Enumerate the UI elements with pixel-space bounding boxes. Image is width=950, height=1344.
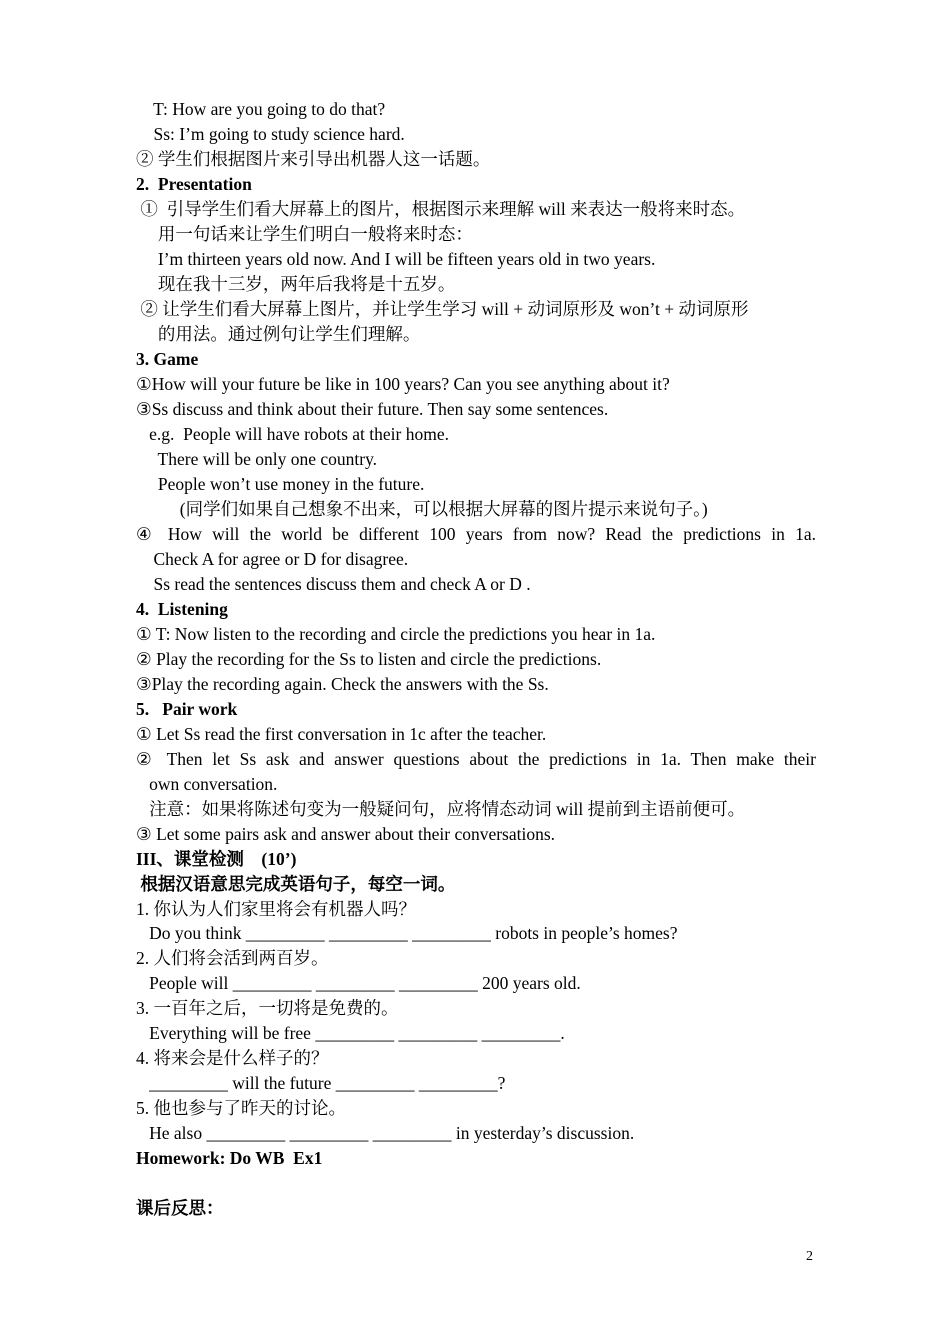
reflection-heading: 课后反思： (136, 1198, 224, 1218)
quiz-item-prompt: 4. 将来会是什么样子的？ (136, 1048, 329, 1068)
quiz-item-blank-sentence: Do you think _________ _________ _________ robots in people’s homes? (136, 923, 678, 943)
quiz-item-prompt: 3. 一百年之后，一切将是免费的。 (136, 998, 399, 1018)
step-text: ① 引导学生们看大屏幕上的图片，根据图示来理解 will 来表达一般将来时态。 (136, 199, 746, 219)
example-sentence: e.g. People will have robots at their home. (136, 424, 449, 444)
step-text: ② 学生们根据图片来引导出机器人这一话题。 (136, 149, 491, 169)
step-text: ①How will your future be like in 100 years? Can you see anything about it? (136, 374, 670, 394)
page-number: 2 (806, 1249, 813, 1264)
section-heading-presentation: 2. Presentation (136, 174, 252, 194)
quiz-item-prompt: 1. 你认为人们家里将会有机器人吗？ (136, 899, 416, 919)
step-text: ② Then let Ss ask and answer questions about the predictions in 1a. Then make their (136, 749, 816, 769)
section-heading-game: 3. Game (136, 349, 199, 369)
step-text: 的用法。通过例句让学生们理解。 (136, 324, 421, 344)
dialog-line-teacher: T: How are you going to do that? (136, 99, 386, 119)
section-heading-pair-work: 5. Pair work (136, 699, 238, 719)
step-text: ② 让学生们看大屏幕上图片，并让学生学习 will + 动词原形及 won’t + 动词原形 (136, 299, 749, 319)
example-sentence: There will be only one country. (136, 449, 378, 469)
step-text: ③ Let some pairs ask and answer about their conversations. (136, 824, 556, 844)
step-text: Ss read the sentences discuss them and check A or D . (136, 574, 531, 594)
quiz-item-blank-sentence: Everything will be free _________ _________ _________. (136, 1023, 565, 1043)
quiz-item-blank-sentence: People will _________ _________ _________ 200 years old. (136, 973, 581, 993)
homework-line: Homework: Do WB Ex1 (136, 1148, 323, 1168)
example-sentence: People won’t use money in the future. (136, 474, 425, 494)
note-text: 注意：如果将陈述句变为一般疑问句，应将情态动词 will 提前到主语前便可。 (136, 799, 746, 819)
step-text: ① Let Ss read the first conversation in 1c after the teacher. (136, 724, 547, 744)
example-sentence: I’m thirteen years old now. And I will be fifteen years old in two years. (136, 249, 656, 269)
quiz-item-prompt: 5. 他也参与了昨天的讨论。 (136, 1098, 346, 1118)
section-heading-listening: 4. Listening (136, 599, 228, 619)
step-text: own conversation. (136, 774, 278, 794)
step-text: ③Play the recording again. Check the answers with the Ss. (136, 674, 549, 694)
quiz-item-blank-sentence: He also _________ _________ _________ in yesterday’s discussion. (136, 1123, 635, 1143)
section-heading-quiz: III、课堂检测 (10’) (136, 849, 297, 869)
dialog-line-students: Ss: I’m going to study science hard. (136, 124, 405, 144)
step-text: ③Ss discuss and think about their future. Then say some sentences. (136, 399, 609, 419)
step-text: ① T: Now listen to the recording and circle the predictions you hear in 1a. (136, 624, 656, 644)
quiz-item-blank-sentence: _________ will the future _________ _________? (136, 1073, 506, 1093)
step-text: 用一句话来让学生们明白一般将来时态： (136, 224, 473, 244)
step-text: ② Play the recording for the Ss to listen and circle the predictions. (136, 649, 602, 669)
note-text: (同学们如果自己想象不出来，可以根据大屏幕的图片提示来说句子。) (136, 499, 708, 519)
example-translation: 现在我十三岁，两年后我将是十五岁。 (136, 274, 456, 294)
quiz-item-prompt: 2. 人们将会活到两百岁。 (136, 948, 329, 968)
step-text: ④ How will the world be different 100 years from now? Read the predictions in 1a. (136, 524, 816, 544)
quiz-instructions: 根据汉语意思完成英语句子，每空一词。 (136, 874, 456, 894)
step-text: Check A for agree or D for disagree. (136, 549, 409, 569)
